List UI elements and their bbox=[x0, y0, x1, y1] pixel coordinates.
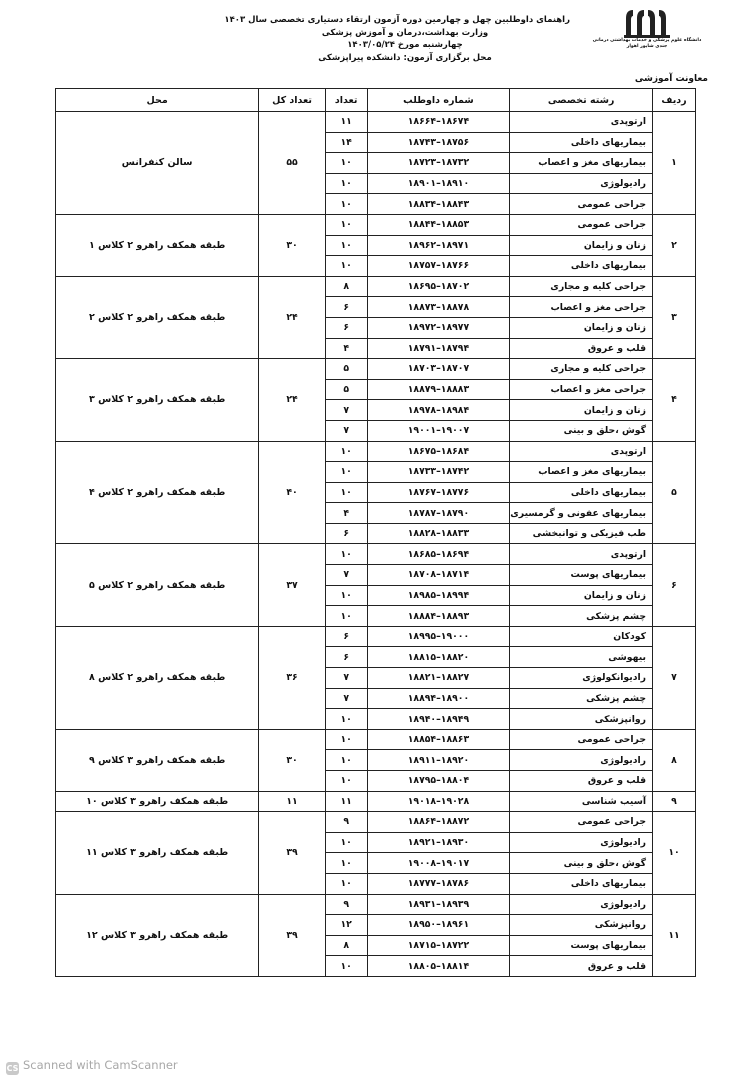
row-number-cell: ۶ bbox=[653, 544, 696, 626]
major-cell: جراحی عمومی bbox=[510, 729, 653, 750]
count-cell: ۵ bbox=[325, 379, 367, 400]
total-cell: ۳۶ bbox=[259, 626, 325, 729]
location-cell: طبقه همکف راهرو ۲ کلاس ۴ bbox=[56, 441, 259, 544]
table-header-row bbox=[56, 89, 696, 112]
count-cell: ۶ bbox=[325, 297, 367, 318]
count-cell: ۷ bbox=[325, 420, 367, 441]
count-cell: ۱۴ bbox=[325, 132, 367, 153]
total-cell: ۲۴ bbox=[259, 276, 325, 358]
major-cell: بیماریهای عفونی و گرمسیری bbox=[510, 503, 653, 524]
seat-range-cell: ۱۸۷۶۶–۱۸۷۵۷ bbox=[367, 256, 510, 277]
count-cell: ۷ bbox=[325, 668, 367, 689]
university-name: دانشگاه علوم پزشکی و خدمات بهداشتی درمانی bbox=[592, 38, 702, 43]
row-number-cell: ۹ bbox=[653, 791, 696, 812]
location-cell: طبقه همکف راهرو ۲ کلاس ۸ bbox=[56, 626, 259, 729]
scanner-watermark bbox=[6, 1058, 178, 1075]
seat-range-cell: ۱۸۶۷۴–۱۸۶۶۴ bbox=[367, 112, 510, 133]
total-cell: ۵۵ bbox=[259, 112, 325, 215]
department-label: معاونت آموزشی bbox=[634, 74, 708, 84]
header-row-number: ردیف bbox=[653, 89, 696, 112]
seat-range-cell: ۱۸۸۲۷–۱۸۸۲۱ bbox=[367, 668, 510, 689]
count-cell: ۱۰ bbox=[325, 482, 367, 503]
total-cell: ۳۰ bbox=[259, 214, 325, 276]
count-cell: ۸ bbox=[325, 276, 367, 297]
header-total: تعداد کل bbox=[259, 89, 325, 112]
table-row bbox=[56, 626, 696, 647]
major-cell: گوش ،حلق و بینی bbox=[510, 420, 653, 441]
table-row bbox=[56, 214, 696, 235]
location-cell: طبقه همکف راهرو ۳ کلاس ۱۰ bbox=[56, 791, 259, 812]
total-cell: ۳۹ bbox=[259, 894, 325, 976]
row-number-cell: ۱۱ bbox=[653, 894, 696, 976]
count-cell: ۱۰ bbox=[325, 173, 367, 194]
seat-range-cell: ۱۸۷۴۲–۱۸۷۳۳ bbox=[367, 462, 510, 483]
count-cell: ۱۰ bbox=[325, 606, 367, 627]
university-logo bbox=[592, 8, 702, 64]
header-title: راهنمای داوطلبین چهل و چهارمین دوره آزمون ارتقاء دستیاری تخصصی سال ۱۴۰۳ bbox=[224, 15, 570, 25]
count-cell: ۷ bbox=[325, 688, 367, 709]
total-cell: ۴۰ bbox=[259, 441, 325, 544]
scanner-text: Scanned with CamScanner bbox=[23, 1058, 178, 1072]
major-cell: رادیولوژی bbox=[510, 750, 653, 771]
major-cell: چشم پزشکی bbox=[510, 688, 653, 709]
major-cell: چشم پزشکی bbox=[510, 606, 653, 627]
seat-range-cell: ۱۸۸۹۳–۱۸۸۸۴ bbox=[367, 606, 510, 627]
major-cell: بیماریهای داخلی bbox=[510, 132, 653, 153]
seat-range-cell: ۱۸۷۹۰–۱۸۷۸۷ bbox=[367, 503, 510, 524]
location-cell: طبقه همکف راهرو ۲ کلاس ۲ bbox=[56, 276, 259, 358]
count-cell: ۱۰ bbox=[325, 585, 367, 606]
seat-range-cell: ۱۸۸۶۳–۱۸۸۵۴ bbox=[367, 729, 510, 750]
university-emblem-icon bbox=[624, 8, 670, 38]
seat-range-cell: ۱۸۷۳۲–۱۸۷۲۳ bbox=[367, 153, 510, 174]
location-cell: طبقه همکف راهرو ۳ کلاس ۱۱ bbox=[56, 812, 259, 894]
major-cell: جراحی کلیه و مجاری bbox=[510, 359, 653, 380]
table-row bbox=[56, 276, 696, 297]
seat-range-cell: ۱۸۷۸۶–۱۸۷۷۷ bbox=[367, 873, 510, 894]
major-cell: زنان و زایمان bbox=[510, 400, 653, 421]
major-cell: رادیولوژی bbox=[510, 832, 653, 853]
seat-range-cell: ۱۹۰۲۸–۱۹۰۱۸ bbox=[367, 791, 510, 812]
total-cell: ۲۴ bbox=[259, 359, 325, 441]
seat-range-cell: ۱۸۹۷۱–۱۸۹۶۲ bbox=[367, 235, 510, 256]
major-cell: رادیولوژی bbox=[510, 173, 653, 194]
total-cell: ۳۷ bbox=[259, 544, 325, 626]
row-number-cell: ۵ bbox=[653, 441, 696, 544]
major-cell: ارتوپدی bbox=[510, 112, 653, 133]
location-cell: طبقه همکف راهرو ۲ کلاس ۱ bbox=[56, 214, 259, 276]
count-cell: ۵ bbox=[325, 359, 367, 380]
count-cell: ۸ bbox=[325, 935, 367, 956]
seat-range-cell: ۱۸۸۷۲–۱۸۸۶۴ bbox=[367, 812, 510, 833]
seat-range-cell: ۱۹۰۰۰–۱۸۹۹۵ bbox=[367, 626, 510, 647]
seat-range-cell: ۱۹۰۱۷–۱۹۰۰۸ bbox=[367, 853, 510, 874]
location-cell: طبقه همکف راهرو ۲ کلاس ۳ bbox=[56, 359, 259, 441]
seat-range-cell: ۱۸۸۲۰–۱۸۸۱۵ bbox=[367, 647, 510, 668]
location-cell: سالن کنفرانس bbox=[56, 112, 259, 215]
location-cell: طبقه همکف راهرو ۳ کلاس ۱۲ bbox=[56, 894, 259, 976]
major-cell: ارتوپدی bbox=[510, 441, 653, 462]
count-cell: ۶ bbox=[325, 523, 367, 544]
major-cell: گوش ،حلق و بینی bbox=[510, 853, 653, 874]
table-row bbox=[56, 791, 696, 812]
location-cell: طبقه همکف راهرو ۲ کلاس ۵ bbox=[56, 544, 259, 626]
major-cell: زنان و زایمان bbox=[510, 235, 653, 256]
seat-range-cell: ۱۸۶۹۴–۱۸۶۸۵ bbox=[367, 544, 510, 565]
count-cell: ۱۱ bbox=[325, 112, 367, 133]
table-row bbox=[56, 112, 696, 133]
header-location: محل bbox=[56, 89, 259, 112]
major-cell: جراحی کلیه و مجاری bbox=[510, 276, 653, 297]
seat-range-cell: ۱۸۷۰۷–۱۸۷۰۳ bbox=[367, 359, 510, 380]
document-header bbox=[224, 14, 570, 64]
seat-range-cell: ۱۸۷۵۶–۱۸۷۴۳ bbox=[367, 132, 510, 153]
count-cell: ۶ bbox=[325, 626, 367, 647]
seat-range-cell: ۱۸۹۳۰–۱۸۹۲۱ bbox=[367, 832, 510, 853]
major-cell: رادیوانکولوژی bbox=[510, 668, 653, 689]
table-row bbox=[56, 894, 696, 915]
count-cell: ۷ bbox=[325, 400, 367, 421]
table-row bbox=[56, 441, 696, 462]
table-row bbox=[56, 729, 696, 750]
row-number-cell: ۷ bbox=[653, 626, 696, 729]
count-cell: ۱۱ bbox=[325, 791, 367, 812]
major-cell: روانپزشکی bbox=[510, 915, 653, 936]
major-cell: بیماریهای پوست bbox=[510, 935, 653, 956]
major-cell: بیماریهای داخلی bbox=[510, 873, 653, 894]
total-cell: ۱۱ bbox=[259, 791, 325, 812]
row-number-cell: ۱۰ bbox=[653, 812, 696, 894]
seat-range-cell: ۱۸۷۷۶–۱۸۷۶۷ bbox=[367, 482, 510, 503]
count-cell: ۱۰ bbox=[325, 462, 367, 483]
count-cell: ۱۰ bbox=[325, 194, 367, 215]
major-cell: بیماریهای پوست bbox=[510, 565, 653, 586]
count-cell: ۴ bbox=[325, 503, 367, 524]
count-cell: ۱۰ bbox=[325, 853, 367, 874]
count-cell: ۱۰ bbox=[325, 832, 367, 853]
seat-range-cell: ۱۸۹۹۴–۱۸۹۸۵ bbox=[367, 585, 510, 606]
table-row bbox=[56, 359, 696, 380]
major-cell: طب فیزیکی و توانبخشی bbox=[510, 523, 653, 544]
seat-range-cell: ۱۸۹۸۴–۱۸۹۷۸ bbox=[367, 400, 510, 421]
location-cell: طبقه همکف راهرو ۳ کلاس ۹ bbox=[56, 729, 259, 791]
seat-range-cell: ۱۸۸۴۳–۱۸۸۳۴ bbox=[367, 194, 510, 215]
header-count: تعداد bbox=[325, 89, 367, 112]
seat-range-cell: ۱۸۷۱۴–۱۸۷۰۸ bbox=[367, 565, 510, 586]
count-cell: ۶ bbox=[325, 647, 367, 668]
seat-range-cell: ۱۸۹۲۰–۱۸۹۱۱ bbox=[367, 750, 510, 771]
row-number-cell: ۴ bbox=[653, 359, 696, 441]
major-cell: زنان و زایمان bbox=[510, 317, 653, 338]
seat-range-cell: ۱۸۹۱۰–۱۸۹۰۱ bbox=[367, 173, 510, 194]
total-cell: ۳۰ bbox=[259, 729, 325, 791]
count-cell: ۹ bbox=[325, 894, 367, 915]
row-number-cell: ۸ bbox=[653, 729, 696, 791]
major-cell: بیماریهای مغز و اعصاب bbox=[510, 462, 653, 483]
seat-range-cell: ۱۸۸۷۸–۱۸۸۷۳ bbox=[367, 297, 510, 318]
seat-range-cell: ۱۸۹۰۰–۱۸۸۹۴ bbox=[367, 688, 510, 709]
major-cell: آسیب شناسی bbox=[510, 791, 653, 812]
seat-range-cell: ۱۸۸۰۴–۱۸۷۹۵ bbox=[367, 771, 510, 792]
major-cell: جراحی عمومی bbox=[510, 194, 653, 215]
header-date: چهارشنبه مورخ ۱۴۰۳/۰۵/۲۴ bbox=[347, 40, 463, 50]
seat-range-cell: ۱۸۸۵۳–۱۸۸۴۴ bbox=[367, 214, 510, 235]
count-cell: ۱۰ bbox=[325, 544, 367, 565]
major-cell: ارتوپدی bbox=[510, 544, 653, 565]
count-cell: ۶ bbox=[325, 317, 367, 338]
major-cell: جراحی مغز و اعصاب bbox=[510, 379, 653, 400]
row-number-cell: ۲ bbox=[653, 214, 696, 276]
seat-range-cell: ۱۸۷۲۲–۱۸۷۱۵ bbox=[367, 935, 510, 956]
seat-range-cell: ۱۸۹۶۱–۱۸۹۵۰ bbox=[367, 915, 510, 936]
seat-range-cell: ۱۸۷۹۴–۱۸۷۹۱ bbox=[367, 338, 510, 359]
seat-range-cell: ۱۸۶۸۴–۱۸۶۷۵ bbox=[367, 441, 510, 462]
count-cell: ۱۰ bbox=[325, 750, 367, 771]
count-cell: ۱۰ bbox=[325, 153, 367, 174]
major-cell: روانپزشکی bbox=[510, 709, 653, 730]
count-cell: ۹ bbox=[325, 812, 367, 833]
count-cell: ۱۰ bbox=[325, 956, 367, 977]
major-cell: قلب و عروق bbox=[510, 771, 653, 792]
major-cell: قلب و عروق bbox=[510, 956, 653, 977]
count-cell: ۴ bbox=[325, 338, 367, 359]
major-cell: بیماریهای مغز و اعصاب bbox=[510, 153, 653, 174]
table-row bbox=[56, 812, 696, 833]
major-cell: جراحی مغز و اعصاب bbox=[510, 297, 653, 318]
major-cell: کودکان bbox=[510, 626, 653, 647]
count-cell: ۱۰ bbox=[325, 873, 367, 894]
table-body bbox=[56, 112, 696, 977]
seat-range-cell: ۱۸۸۱۴–۱۸۸۰۵ bbox=[367, 956, 510, 977]
count-cell: ۱۰ bbox=[325, 441, 367, 462]
major-cell: بیماریهای داخلی bbox=[510, 256, 653, 277]
total-cell: ۳۹ bbox=[259, 812, 325, 894]
count-cell: ۱۰ bbox=[325, 709, 367, 730]
count-cell: ۱۰ bbox=[325, 771, 367, 792]
seat-range-cell: ۱۸۷۰۲–۱۸۶۹۵ bbox=[367, 276, 510, 297]
major-cell: رادیولوژی bbox=[510, 894, 653, 915]
major-cell: جراحی عمومی bbox=[510, 812, 653, 833]
seat-range-cell: ۱۸۸۳۳–۱۸۸۲۸ bbox=[367, 523, 510, 544]
header-venue: محل برگزاری آزمون: دانشکده پیراپزشکی bbox=[318, 52, 492, 63]
major-cell: زنان و زایمان bbox=[510, 585, 653, 606]
seat-range-cell: ۱۸۸۸۳–۱۸۸۷۹ bbox=[367, 379, 510, 400]
header-ministry: وزارت بهداشت،درمان و آموزش پزشکی bbox=[321, 27, 489, 38]
seat-range-cell: ۱۸۹۳۹–۱۸۹۳۱ bbox=[367, 894, 510, 915]
count-cell: ۱۲ bbox=[325, 915, 367, 936]
row-number-cell: ۱ bbox=[653, 112, 696, 215]
major-cell: بیهوشی bbox=[510, 647, 653, 668]
table-row bbox=[56, 544, 696, 565]
camscanner-logo-icon: CS bbox=[6, 1064, 19, 1073]
count-cell: ۱۰ bbox=[325, 729, 367, 750]
count-cell: ۱۰ bbox=[325, 256, 367, 277]
seat-range-cell: ۱۸۹۷۷–۱۸۹۷۲ bbox=[367, 317, 510, 338]
count-cell: ۷ bbox=[325, 565, 367, 586]
row-number-cell: ۳ bbox=[653, 276, 696, 358]
major-cell: بیماریهای داخلی bbox=[510, 482, 653, 503]
university-city: جندی شاپور اهواز bbox=[626, 44, 668, 49]
major-cell: جراحی عمومی bbox=[510, 214, 653, 235]
header-major: رشته تخصصی bbox=[510, 89, 653, 112]
header-seat-numbers: شماره داوطلب bbox=[367, 89, 510, 112]
count-cell: ۱۰ bbox=[325, 235, 367, 256]
seat-range-cell: ۱۹۰۰۷–۱۹۰۰۱ bbox=[367, 420, 510, 441]
count-cell: ۱۰ bbox=[325, 214, 367, 235]
exam-schedule-table bbox=[55, 88, 696, 977]
major-cell: قلب و عروق bbox=[510, 338, 653, 359]
seat-range-cell: ۱۸۹۴۹–۱۸۹۴۰ bbox=[367, 709, 510, 730]
